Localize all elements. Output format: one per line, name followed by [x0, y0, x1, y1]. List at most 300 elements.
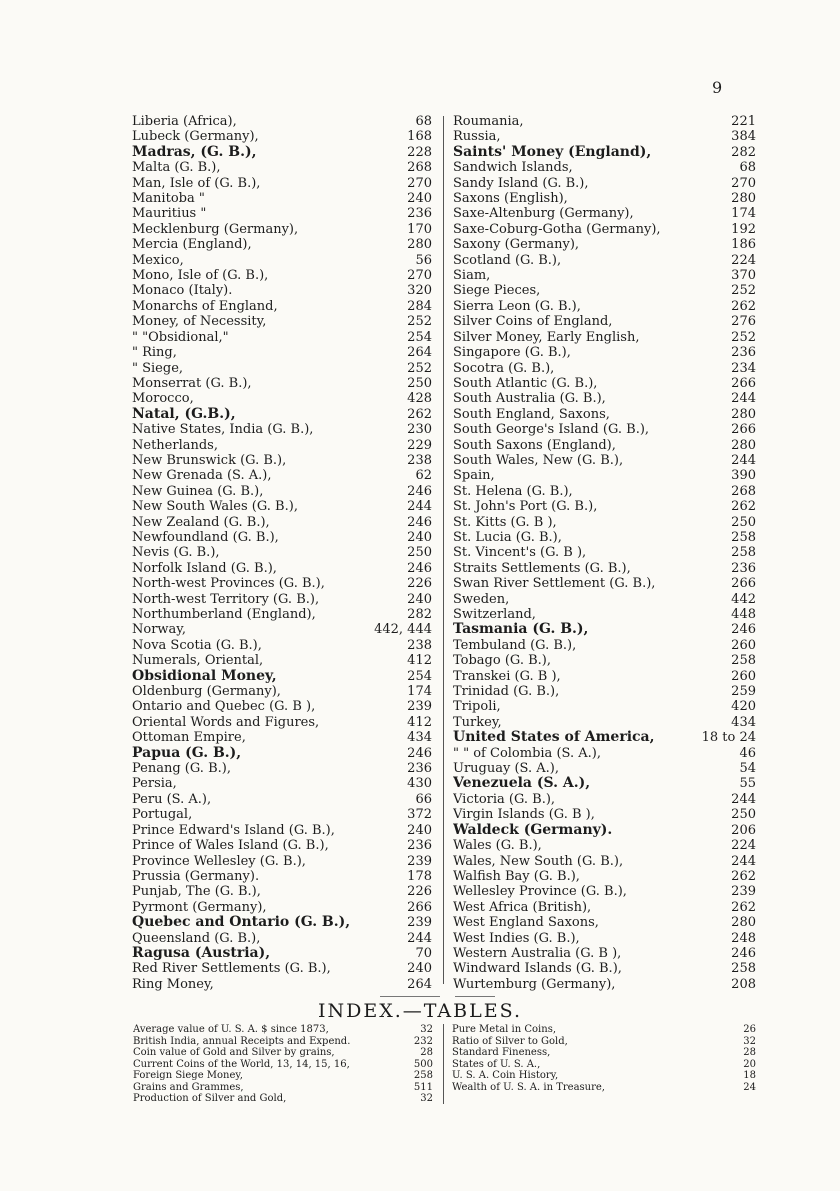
entry-name: Ragusa (Austria), [132, 945, 271, 961]
entry-page: 262 [407, 406, 432, 422]
entry-name: Obsidional Money, [132, 668, 277, 684]
index-entry [132, 807, 432, 822]
entry-name: Prince Edward's Island (G. B.), [132, 822, 335, 838]
index-entry [453, 684, 756, 699]
entry-name: Walfish Bay (G. B.), [453, 868, 580, 884]
entry-name: Mercia (England), [132, 237, 252, 253]
table-entry [133, 1024, 433, 1036]
table-entry [133, 1093, 433, 1105]
entry-name: Portugal, [132, 807, 193, 823]
index-entry [132, 453, 432, 468]
index-entry [453, 746, 756, 761]
entry-page: 258 [731, 529, 756, 545]
entry-page: 32 [420, 1093, 433, 1104]
table-entry [452, 1059, 756, 1071]
entry-page: 430 [407, 776, 432, 792]
index-entry [453, 145, 756, 160]
index-entry [132, 561, 432, 576]
entry-name: Prince of Wales Island (G. B.), [132, 838, 329, 854]
index-entry [453, 900, 756, 915]
entry-name: Standard Fineness, [452, 1047, 551, 1058]
index-entry [453, 730, 756, 745]
entry-page: 246 [407, 483, 432, 499]
entry-page: 511 [413, 1081, 433, 1093]
entry-page: 252 [731, 329, 756, 345]
entry-page: 28 [743, 1047, 756, 1058]
index-entry [453, 669, 756, 684]
index-entry [132, 299, 432, 314]
index-entry [132, 838, 432, 853]
index-entry [453, 114, 756, 129]
table-entry [452, 1036, 756, 1048]
entry-name: New Grenada (S. A.), [132, 468, 272, 484]
entry-name: Silver Coins of England, [453, 314, 613, 330]
entry-page: 250 [407, 545, 432, 561]
index-entry [453, 283, 756, 298]
entry-name: West England Saxons, [453, 915, 599, 931]
entry-name: Nevis (G. B.), [132, 545, 220, 561]
entry-page: 384 [731, 129, 756, 145]
entry-name: Wurtemburg (Germany), [453, 976, 616, 992]
index-entry [453, 484, 756, 499]
entry-name: Sandy Island (G. B.), [453, 175, 589, 191]
entry-page: 244 [407, 499, 432, 515]
entry-page: 28 [420, 1047, 433, 1058]
entry-page: 226 [407, 576, 432, 592]
entry-page: 236 [407, 761, 432, 777]
index-entry [132, 283, 432, 298]
index-entry [453, 530, 756, 545]
entry-page: 266 [731, 422, 756, 438]
entry-name: Peru (S. A.), [132, 791, 212, 807]
index-entry [453, 838, 756, 853]
entry-page: 262 [731, 868, 756, 884]
index-entry [453, 792, 756, 807]
entry-name: Current Coins of the World, 13, 14, 15, 16, [133, 1058, 350, 1070]
entry-name: St. Kitts (G. B ), [453, 514, 557, 530]
entry-name: Switzerland, [453, 607, 536, 622]
entry-name: Nova Scotia (G. B.), [132, 637, 262, 653]
index-entry [453, 653, 756, 668]
index-entry [453, 237, 756, 252]
entry-name: Socotra (G. B.), [453, 360, 555, 376]
entry-name: Grains and Grammes, [133, 1081, 244, 1093]
entry-page: 258 [413, 1070, 433, 1081]
entry-name: Monarchs of England, [132, 298, 278, 314]
entry-page: 206 [731, 822, 756, 838]
entry-page: 224 [731, 838, 756, 854]
entry-name: Netherlands, [132, 437, 218, 453]
index-entry [132, 669, 432, 684]
entry-page: 244 [731, 391, 756, 407]
entry-name: Prussia (Germany). [132, 868, 260, 884]
entry-page: 246 [407, 514, 432, 530]
index-entry [453, 129, 756, 144]
index-entry [132, 931, 432, 946]
entry-name: Money, of Necessity, [132, 314, 267, 330]
entry-page: 230 [407, 422, 432, 438]
index-entry [453, 391, 756, 406]
entry-name: Mauritius " [132, 206, 207, 222]
entry-page: 192 [731, 221, 756, 237]
entry-name: South Australia (G. B.), [453, 391, 606, 407]
entry-page: 246 [407, 560, 432, 576]
table-entry [452, 1047, 756, 1059]
entry-page: 262 [731, 899, 756, 915]
entry-name: " "Obsidional," [132, 329, 229, 345]
entry-name: Saxe-Altenburg (Germany), [453, 206, 634, 222]
index-entry [132, 361, 432, 376]
entry-page: 70 [415, 945, 432, 961]
index-entry [132, 253, 432, 268]
index-entry [132, 407, 432, 422]
entry-page: 56 [415, 252, 432, 268]
entry-page: 26 [743, 1024, 756, 1035]
index-entry [132, 176, 432, 191]
index-entry [132, 977, 432, 992]
entry-page: 370 [731, 268, 756, 284]
index-entry [132, 530, 432, 545]
index-entry [453, 622, 756, 637]
entry-page: 250 [731, 807, 756, 823]
index-entry [453, 776, 756, 791]
entry-name: Sweden, [453, 591, 510, 607]
entry-name: Saxe-Coburg-Gotha (Germany), [453, 221, 661, 237]
entry-name: Ottoman Empire, [132, 730, 246, 746]
entry-name: Windward Islands (G. B.), [453, 961, 622, 977]
index-entry [453, 468, 756, 483]
index-entry [132, 376, 432, 391]
index-entry [453, 977, 756, 992]
index-entry [132, 222, 432, 237]
entry-page: 32 [420, 1024, 433, 1035]
entry-name: Scotland (G. B.), [453, 252, 562, 268]
index-entry [132, 391, 432, 406]
entry-page: 259 [731, 684, 756, 700]
index-entry [132, 484, 432, 499]
entry-name: Monaco (Italy). [132, 283, 233, 299]
entry-page: 252 [407, 314, 432, 330]
entry-page: 252 [731, 283, 756, 299]
entry-name: Lubeck (Germany), [132, 129, 259, 145]
entry-page: 282 [407, 607, 432, 622]
entry-page: 420 [731, 699, 756, 715]
entry-page: 266 [731, 576, 756, 592]
entry-name: Norway, [132, 622, 187, 638]
entry-name: New Guinea (G. B.), [132, 483, 264, 499]
entry-name: Foreign Siege Money, [133, 1070, 243, 1081]
entry-page: 239 [407, 699, 432, 715]
tables-right-column [452, 1024, 756, 1093]
entry-page: 246 [407, 745, 432, 761]
entry-name: Morocco, [132, 391, 194, 407]
tables-left-column [133, 1024, 433, 1105]
entry-page: 280 [407, 237, 432, 253]
index-entry [132, 638, 432, 653]
index-entry [453, 638, 756, 653]
entry-name: Saxons (English), [453, 191, 568, 207]
entry-page: 264 [407, 345, 432, 361]
entry-page: 258 [731, 545, 756, 561]
entry-name: South England, Saxons, [453, 406, 610, 422]
entry-page: 236 [731, 560, 756, 576]
index-entry [132, 854, 432, 869]
entry-page: 239 [731, 884, 756, 900]
index-entry [132, 884, 432, 899]
entry-page: 54 [739, 761, 756, 777]
entry-page: 268 [407, 160, 432, 176]
index-entry [453, 330, 756, 345]
index-entry [132, 607, 432, 622]
index-entry [132, 915, 432, 930]
index-entry [132, 792, 432, 807]
entry-name: St. Helena (G. B.), [453, 483, 573, 499]
entry-name: St. John's Port (G. B.), [453, 499, 598, 515]
entry-page: 500 [413, 1058, 433, 1070]
entry-page: 434 [407, 730, 432, 746]
entry-name: Singapore (G. B.), [453, 345, 571, 361]
index-entry [453, 438, 756, 453]
entry-page: 270 [407, 268, 432, 284]
entry-name: Tobago (G. B.), [453, 653, 551, 669]
entry-page: 174 [407, 684, 432, 700]
entry-name: Man, Isle of (G. B.), [132, 175, 261, 191]
entry-page: 240 [407, 191, 432, 207]
entry-name: Liberia (Africa), [132, 114, 237, 129]
entry-name: United States of America, [453, 730, 655, 746]
entry-page: 280 [731, 437, 756, 453]
entry-page: 239 [407, 853, 432, 869]
entry-name: Mono, Isle of (G. B.), [132, 268, 269, 284]
index-entry [132, 761, 432, 776]
entry-page: 268 [731, 483, 756, 499]
index-entry [132, 268, 432, 283]
entry-page: 186 [731, 237, 756, 253]
index-entry [132, 438, 432, 453]
entry-name: Malta (G. B.), [132, 160, 221, 176]
entry-name: Straits Settlements (G. B.), [453, 560, 631, 576]
index-entry [132, 622, 432, 637]
entry-name: Wales, New South (G. B.), [453, 853, 624, 869]
index-entry [453, 807, 756, 822]
index-left-column [132, 114, 432, 992]
entry-page: 260 [731, 637, 756, 653]
entry-name: Monserrat (G. B.), [132, 375, 252, 391]
entry-page: 442, 444 [374, 622, 432, 638]
index-entry [132, 576, 432, 591]
index-entry [453, 699, 756, 714]
entry-name: " Ring, [132, 345, 177, 361]
entry-name: Silver Money, Early English, [453, 329, 640, 345]
entry-name: " " of Colombia (S. A.), [453, 745, 601, 761]
entry-name: Pyrmont (Germany), [132, 899, 267, 915]
index-entry [453, 869, 756, 884]
index-entry [132, 129, 432, 144]
title-rule [380, 996, 440, 997]
table-entry [452, 1024, 756, 1036]
entry-name: Tembuland (G. B.), [453, 637, 577, 653]
index-entry [453, 761, 756, 776]
entry-page: 254 [407, 329, 432, 345]
index-entry [453, 361, 756, 376]
index-entry [453, 854, 756, 869]
entry-name: Sandwich Islands, [453, 160, 573, 176]
entry-name: U. S. A. Coin History, [452, 1070, 559, 1081]
entry-name: Average value of U. S. A. $ since 1873, [133, 1024, 329, 1035]
index-entry [453, 515, 756, 530]
entry-page: 68 [415, 114, 432, 129]
entry-name: Queensland (G. B.), [132, 930, 261, 946]
page-number: 9 [712, 78, 723, 97]
entry-page: 18 to 24 [701, 730, 756, 746]
entry-name: " Siege, [132, 360, 184, 376]
index-entry [132, 422, 432, 437]
entry-name: Oldenburg (Germany), [132, 684, 281, 700]
entry-name: Quebec and Ontario (G. B.), [132, 915, 351, 931]
entry-page: 448 [731, 607, 756, 622]
entry-name: Coin value of Gold and Silver by grains, [133, 1047, 335, 1058]
index-entry [453, 499, 756, 514]
entry-name: Numerals, Oriental, [132, 653, 264, 669]
index-entry [453, 422, 756, 437]
entry-name: New Brunswick (G. B.), [132, 452, 287, 468]
entry-name: Ontario and Quebec (G. B ), [132, 699, 316, 715]
index-entry [453, 376, 756, 391]
index-entry [132, 206, 432, 221]
table-entry [133, 1082, 433, 1094]
entry-page: 236 [731, 345, 756, 361]
index-entry [132, 468, 432, 483]
entry-page: 266 [407, 899, 432, 915]
entry-name: Wellesley Province (G. B.), [453, 884, 627, 900]
entry-name: Punjab, The (G. B.), [132, 884, 261, 900]
entry-name: Virgin Islands (G. B ), [453, 807, 595, 823]
index-entry [453, 592, 756, 607]
index-entry [453, 823, 756, 838]
entry-name: Siam, [453, 268, 491, 284]
index-entry [132, 114, 432, 129]
entry-name: Saints' Money (England), [453, 144, 652, 160]
tables-index-title: INDEX.—TABLES. [318, 1000, 522, 1022]
entry-page: 442 [731, 591, 756, 607]
index-entry [132, 869, 432, 884]
entry-name: Manitoba " [132, 191, 205, 207]
index-entry [453, 946, 756, 961]
index-entry [453, 576, 756, 591]
entry-name: Trinidad (G. B.), [453, 684, 560, 700]
index-entry [132, 715, 432, 730]
index-entry [132, 330, 432, 345]
entry-name: Turkey, [453, 714, 502, 730]
entry-name: Tasmania (G. B.), [453, 622, 589, 638]
entry-page: 428 [407, 391, 432, 407]
entry-name: Waldeck (Germany). [453, 822, 613, 838]
entry-page: 254 [407, 668, 432, 684]
entry-page: 239 [407, 915, 432, 931]
index-entry [132, 699, 432, 714]
entry-name: Mecklenburg (Germany), [132, 221, 299, 237]
entry-name: Northumberland (England), [132, 607, 316, 622]
entry-page: 250 [407, 375, 432, 391]
entry-name: Transkei (G. B ), [453, 668, 561, 684]
entry-page: 170 [407, 221, 432, 237]
index-entry [453, 299, 756, 314]
entry-page: 238 [407, 637, 432, 653]
index-entry [132, 545, 432, 560]
entry-page: 24 [743, 1081, 756, 1093]
entry-page: 266 [731, 375, 756, 391]
entry-name: West Indies (G. B.), [453, 930, 580, 946]
index-entry [132, 499, 432, 514]
entry-name: States of U. S. A., [452, 1058, 541, 1070]
entry-name: Mexico, [132, 252, 184, 268]
entry-page: 282 [731, 144, 756, 160]
entry-page: 390 [731, 468, 756, 484]
index-entry [132, 191, 432, 206]
entry-name: Sierra Leon (G. B.), [453, 298, 581, 314]
entry-page: 250 [731, 514, 756, 530]
entry-name: Papua (G. B.), [132, 745, 242, 761]
table-entry [133, 1059, 433, 1071]
entry-page: 248 [731, 930, 756, 946]
index-entry [453, 160, 756, 175]
table-entry [452, 1070, 756, 1082]
index-entry [132, 592, 432, 607]
entry-name: Natal, (G.B.), [132, 406, 236, 422]
entry-name: Newfoundland (G. B.), [132, 529, 279, 545]
entry-page: 264 [407, 976, 432, 992]
index-entry [453, 206, 756, 221]
entry-page: 221 [731, 114, 756, 129]
index-entry [453, 561, 756, 576]
entry-page: 46 [739, 745, 756, 761]
entry-page: 320 [407, 283, 432, 299]
entry-name: Russia, [453, 129, 501, 145]
entry-name: St. Lucia (G. B.), [453, 529, 562, 545]
entry-page: 240 [407, 961, 432, 977]
index-entry [453, 268, 756, 283]
entry-page: 412 [407, 653, 432, 669]
entry-page: 270 [731, 175, 756, 191]
entry-page: 372 [407, 807, 432, 823]
entry-page: 244 [731, 452, 756, 468]
entry-page: 284 [407, 298, 432, 314]
index-entry [453, 915, 756, 930]
index-entry [453, 176, 756, 191]
index-entry [132, 653, 432, 668]
entry-page: 258 [731, 653, 756, 669]
index-entry [453, 545, 756, 560]
entry-name: Saxony (Germany), [453, 237, 580, 253]
entry-page: 18 [743, 1070, 756, 1081]
entry-name: Wealth of U. S. A. in Treasure, [452, 1081, 605, 1093]
entry-name: Uruguay (S. A.), [453, 761, 559, 777]
index-entry [132, 776, 432, 791]
index-entry [132, 515, 432, 530]
entry-page: 68 [739, 160, 756, 176]
entry-name: Penang (G. B.), [132, 761, 231, 777]
entry-page: 240 [407, 822, 432, 838]
entry-name: Persia, [132, 776, 177, 792]
entry-name: Oriental Words and Figures, [132, 714, 320, 730]
entry-page: 270 [407, 175, 432, 191]
entry-page: 228 [407, 144, 432, 160]
entry-page: 434 [731, 714, 756, 730]
entry-page: 280 [731, 915, 756, 931]
entry-page: 412 [407, 714, 432, 730]
entry-page: 20 [743, 1058, 756, 1070]
entry-page: 262 [731, 298, 756, 314]
